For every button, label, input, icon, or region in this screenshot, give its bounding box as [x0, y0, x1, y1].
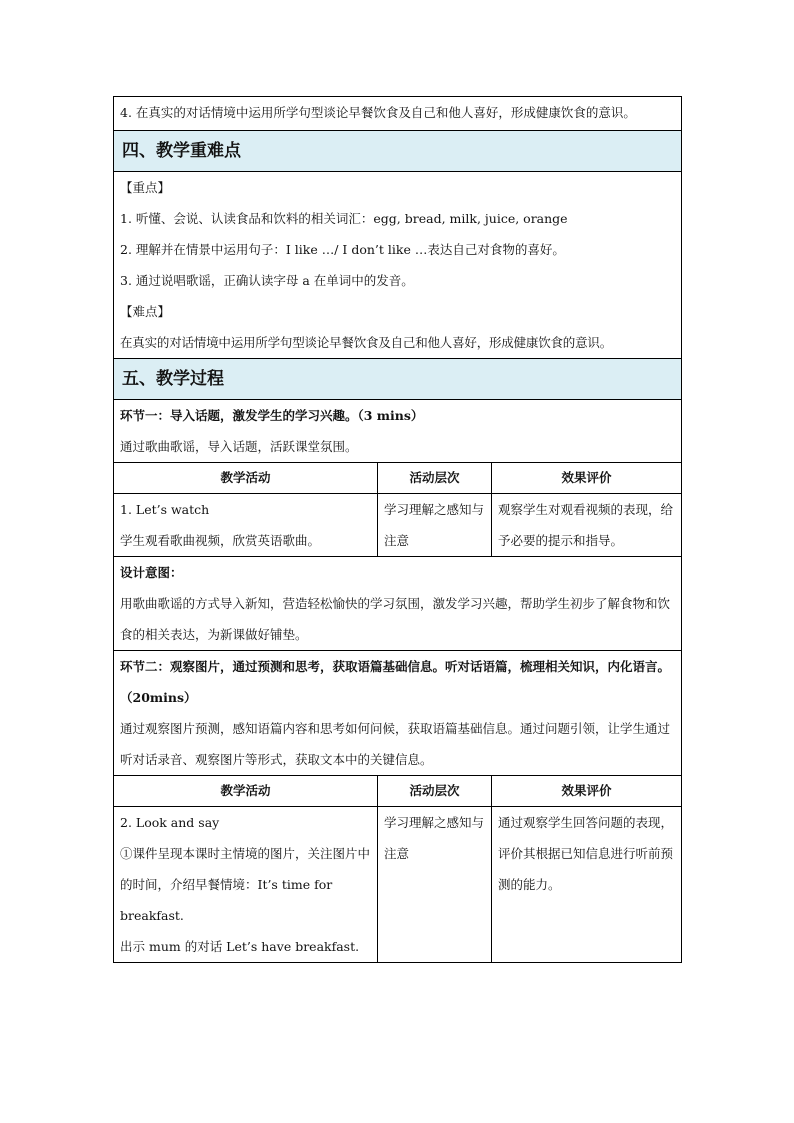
activity-2-title: 2. Look and say — [120, 815, 220, 830]
col-header-activity-2: 教学活动 — [114, 776, 378, 807]
step-1-description: 通过歌曲歌谣，导入话题，活跃课堂氛围。 — [120, 439, 358, 454]
key-difficult-points-row — [114, 172, 682, 359]
lesson-plan-table — [113, 96, 682, 963]
activity-2-level: 学习理解之感知与注意 — [384, 815, 485, 861]
activity-1-title: 1. Let’s watch — [120, 502, 210, 517]
objective-row — [114, 97, 682, 131]
activity-table-header-1 — [114, 463, 682, 494]
col-header-evaluation-2: 效果评价 — [492, 776, 682, 807]
activity-1-detail: 学生观看歌曲视频，欣赏英语歌曲。 — [120, 533, 321, 548]
key-point-1: 1. 听懂、会说、认读食品和饮料的相关词汇：egg, bread, milk, juice, orange — [120, 211, 568, 226]
col-header-level-2: 活动层次 — [378, 776, 492, 807]
section-5-title: 五、教学过程 — [114, 359, 682, 400]
section-4-header — [114, 131, 682, 172]
lesson-plan-document — [113, 96, 681, 963]
activity-table-header-2 — [114, 776, 682, 807]
section-4-title: 四、教学重难点 — [114, 131, 682, 172]
objective-4-text: 4. 在真实的对话情境中运用所学句型谈论早餐饮食及自己和他人喜好，形成健康饮食的意识。 — [120, 105, 636, 120]
step-2-title: 环节二：观察图片，通过预测和思考，获取语篇基础信息。听对话语篇，梳理相关知识，内化语言。（20mins） — [120, 659, 671, 705]
activity-1-evaluation: 观察学生对观看视频的表现，给予必要的提示和指导。 — [498, 502, 674, 548]
step-1-title: 环节一：导入话题，激发学生的学习兴趣。（3 mins） — [120, 408, 424, 423]
design-intent-1-title: 设计意图： — [120, 565, 183, 580]
difficult-point-1: 在真实的对话情境中运用所学句型谈论早餐饮食及自己和他人喜好，形成健康饮食的意识。 — [120, 335, 613, 350]
step-2-row — [114, 651, 682, 776]
key-point-3: 3. 通过说唱歌谣，正确认读字母 a 在单词中的发音。 — [120, 273, 414, 288]
col-header-level: 活动层次 — [378, 463, 492, 494]
activity-2-evaluation: 通过观察学生回答问题的表现，评价其根据已知信息进行听前预测的能力。 — [498, 815, 674, 892]
col-header-evaluation: 效果评价 — [492, 463, 682, 494]
activity-1-level: 学习理解之感知与注意 — [384, 502, 485, 548]
activity-2-detail: ①课件呈现本课时主情境的图片，关注图片中的时间，介绍早餐情境：It’s time for breakfast. — [120, 846, 371, 923]
design-intent-1-row — [114, 557, 682, 651]
step-1-row — [114, 400, 682, 463]
activity-row-2 — [114, 807, 682, 963]
design-intent-1-body: 用歌曲歌谣的方式导入新知，营造轻松愉快的学习氛围，激发学习兴趣，帮助学生初步了解食物和饮食的相关表达，为新课做好铺垫。 — [120, 596, 671, 642]
step-2-description: 通过观察图片预测，感知语篇内容和思考如何问候，获取语篇基础信息。通过问题引领，让学生通过听对话录音、观察图片等形式，获取文本中的关键信息。 — [120, 721, 671, 767]
key-points-heading: 【重点】 — [120, 180, 171, 195]
activity-2-dialogue: 出示 mum 的对话 Let’s have breakfast. — [120, 939, 360, 954]
col-header-activity: 教学活动 — [114, 463, 378, 494]
section-5-header — [114, 359, 682, 400]
difficult-points-heading: 【难点】 — [120, 304, 171, 319]
key-point-2: 2. 理解并在情景中运用句子：I like …/ I don’t like …表达自己对食物的喜好。 — [120, 242, 565, 257]
activity-row-1 — [114, 494, 682, 557]
